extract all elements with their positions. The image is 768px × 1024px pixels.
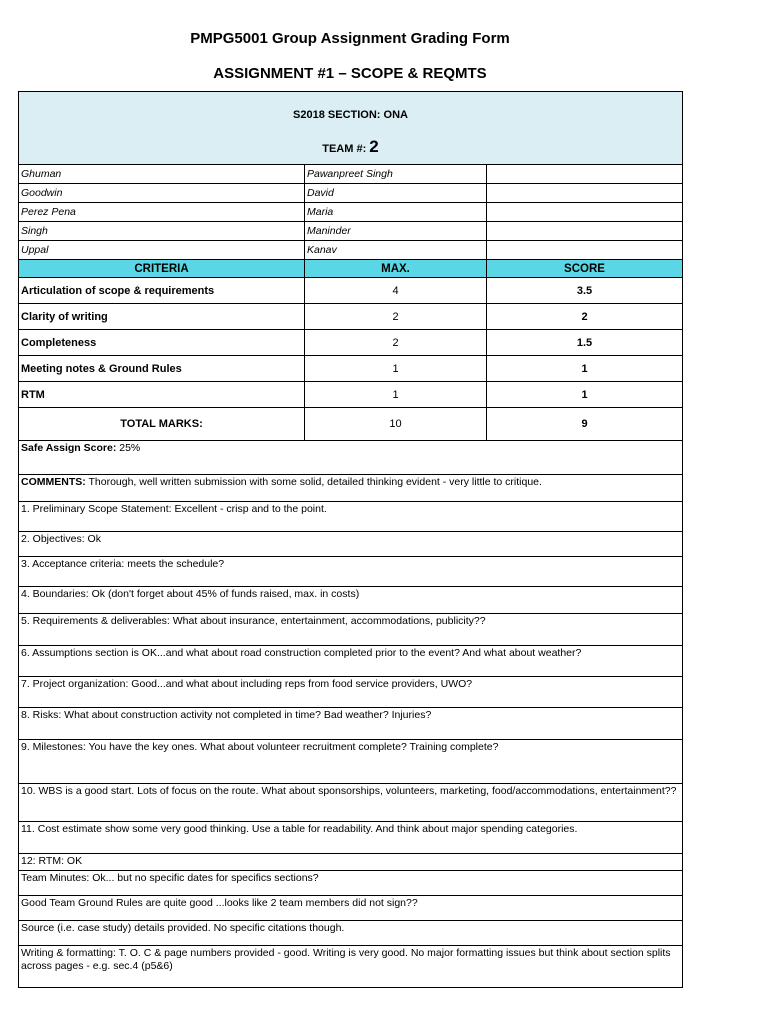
comment-row bbox=[19, 532, 683, 557]
criteria-row bbox=[19, 382, 683, 408]
criteria-column-header: CRITERIA bbox=[19, 260, 305, 278]
member-last-name: Perez Pena bbox=[19, 203, 305, 222]
member-row bbox=[19, 165, 683, 184]
member-first-name: Maninder bbox=[305, 222, 487, 241]
comment-row bbox=[19, 646, 683, 677]
member-extra-cell bbox=[487, 241, 683, 260]
comment-line: 12: RTM: OK bbox=[19, 854, 683, 871]
safe-assign-cell bbox=[19, 441, 683, 475]
comment-row bbox=[19, 921, 683, 946]
comment-line: 7. Project organization: Good...and what about including reps from food service providers, UWO? bbox=[19, 677, 683, 708]
form-title: PMPG5001 Group Assignment Grading Form bbox=[190, 30, 510, 47]
comment-line: 6. Assumptions section is OK...and what about road construction completed prior to the event? And what about weather? bbox=[19, 646, 683, 677]
section-header bbox=[19, 92, 683, 165]
member-last-name: Singh bbox=[19, 222, 305, 241]
criteria-score: 1 bbox=[487, 382, 683, 408]
criteria-score: 3.5 bbox=[487, 278, 683, 304]
criteria-header-row bbox=[19, 260, 683, 278]
member-last-name: Goodwin bbox=[19, 184, 305, 203]
comments-row bbox=[19, 475, 683, 502]
member-first-name: Maria bbox=[305, 203, 487, 222]
comment-row bbox=[19, 708, 683, 740]
total-score: 9 bbox=[487, 408, 683, 441]
total-label: TOTAL MARKS: bbox=[19, 408, 305, 441]
criteria-max: 4 bbox=[305, 278, 487, 304]
team-number: 2 bbox=[369, 137, 379, 156]
safe-assign-row bbox=[19, 441, 683, 475]
member-first-name: Kanav bbox=[305, 241, 487, 260]
comment-line: 8. Risks: What about construction activity not completed in time? Bad weather? Injuries? bbox=[19, 708, 683, 740]
criteria-name: Articulation of scope & requirements bbox=[19, 278, 305, 304]
total-max: 10 bbox=[305, 408, 487, 441]
comment-line: Source (i.e. case study) details provided. No specific citations though. bbox=[19, 921, 683, 946]
section-label: S2018 SECTION: ONA bbox=[293, 109, 408, 121]
criteria-max: 2 bbox=[305, 304, 487, 330]
comment-line: 9. Milestones: You have the key ones. What about volunteer recruitment complete? Training complete? bbox=[19, 740, 683, 784]
criteria-max: 2 bbox=[305, 330, 487, 356]
comments-cell bbox=[19, 475, 683, 502]
comments-label: COMMENTS: bbox=[21, 476, 86, 488]
member-extra-cell bbox=[487, 203, 683, 222]
comment-row bbox=[19, 557, 683, 587]
total-row bbox=[19, 408, 683, 441]
comment-row bbox=[19, 896, 683, 921]
member-extra-cell bbox=[487, 184, 683, 203]
comment-row bbox=[19, 822, 683, 854]
comment-line: 2. Objectives: Ok bbox=[19, 532, 683, 557]
criteria-row bbox=[19, 278, 683, 304]
score-column-header: SCORE bbox=[487, 260, 683, 278]
member-row bbox=[19, 241, 683, 260]
comment-row bbox=[19, 677, 683, 708]
comment-row bbox=[19, 946, 683, 988]
member-first-name: David bbox=[305, 184, 487, 203]
comment-line: 5. Requirements & deliverables: What about insurance, entertainment, accommodations, publicity?? bbox=[19, 614, 683, 646]
criteria-max: 1 bbox=[305, 356, 487, 382]
member-row bbox=[19, 222, 683, 241]
comment-row bbox=[19, 740, 683, 784]
member-last-name: Uppal bbox=[19, 241, 305, 260]
safe-assign-value: 25% bbox=[116, 442, 141, 454]
comment-row bbox=[19, 502, 683, 532]
member-extra-cell bbox=[487, 165, 683, 184]
comment-row bbox=[19, 854, 683, 871]
member-last-name: Ghuman bbox=[19, 165, 305, 184]
grading-table bbox=[18, 91, 683, 988]
criteria-row bbox=[19, 304, 683, 330]
criteria-name: RTM bbox=[19, 382, 305, 408]
criteria-row bbox=[19, 356, 683, 382]
criteria-score: 1 bbox=[487, 356, 683, 382]
comment-line: 11. Cost estimate show some very good thinking. Use a table for readability. And think about major spending categories. bbox=[19, 822, 683, 854]
criteria-row bbox=[19, 330, 683, 356]
comment-row bbox=[19, 871, 683, 896]
criteria-name: Meeting notes & Ground Rules bbox=[19, 356, 305, 382]
comment-line: 4. Boundaries: Ok (don't forget about 45% of funds raised, max. in costs) bbox=[19, 587, 683, 614]
team-label: TEAM #: bbox=[322, 143, 367, 155]
member-first-name: Pawanpreet Singh bbox=[305, 165, 487, 184]
max-column-header: MAX. bbox=[305, 260, 487, 278]
criteria-name: Completeness bbox=[19, 330, 305, 356]
team-line bbox=[19, 121, 682, 159]
assignment-subtitle: ASSIGNMENT #1 – SCOPE & REQMTS bbox=[213, 65, 487, 82]
criteria-max: 1 bbox=[305, 382, 487, 408]
comment-line: Good Team Ground Rules are quite good ...looks like 2 team members did not sign?? bbox=[19, 896, 683, 921]
comments-text: Thorough, well written submission with some solid, detailed thinking evident - very little to critique. bbox=[85, 476, 542, 488]
header-row bbox=[19, 92, 683, 165]
safe-assign-label: Safe Assign Score: bbox=[21, 442, 117, 454]
member-extra-cell bbox=[487, 222, 683, 241]
comment-line: Writing & formatting: T. O. C & page numbers provided - good. Writing is very good. No major formatting issues but think about section splits across pages - e.g. sec.4 (p5&6) bbox=[19, 946, 683, 988]
comment-row bbox=[19, 587, 683, 614]
member-row bbox=[19, 184, 683, 203]
comment-line: 1. Preliminary Scope Statement: Excellent - crisp and to the point. bbox=[19, 502, 683, 532]
comment-row bbox=[19, 614, 683, 646]
comment-line: 3. Acceptance criteria: meets the schedule? bbox=[19, 557, 683, 587]
comment-row bbox=[19, 784, 683, 822]
member-row bbox=[19, 203, 683, 222]
comment-line: 10. WBS is a good start. Lots of focus on the route. What about sponsorships, volunteers, marketing, food/accommodations, entertainment?? bbox=[19, 784, 683, 822]
criteria-name: Clarity of writing bbox=[19, 304, 305, 330]
comment-line: Team Minutes: Ok... but no specific dates for specifics sections? bbox=[19, 871, 683, 896]
criteria-score: 2 bbox=[487, 304, 683, 330]
criteria-score: 1.5 bbox=[487, 330, 683, 356]
